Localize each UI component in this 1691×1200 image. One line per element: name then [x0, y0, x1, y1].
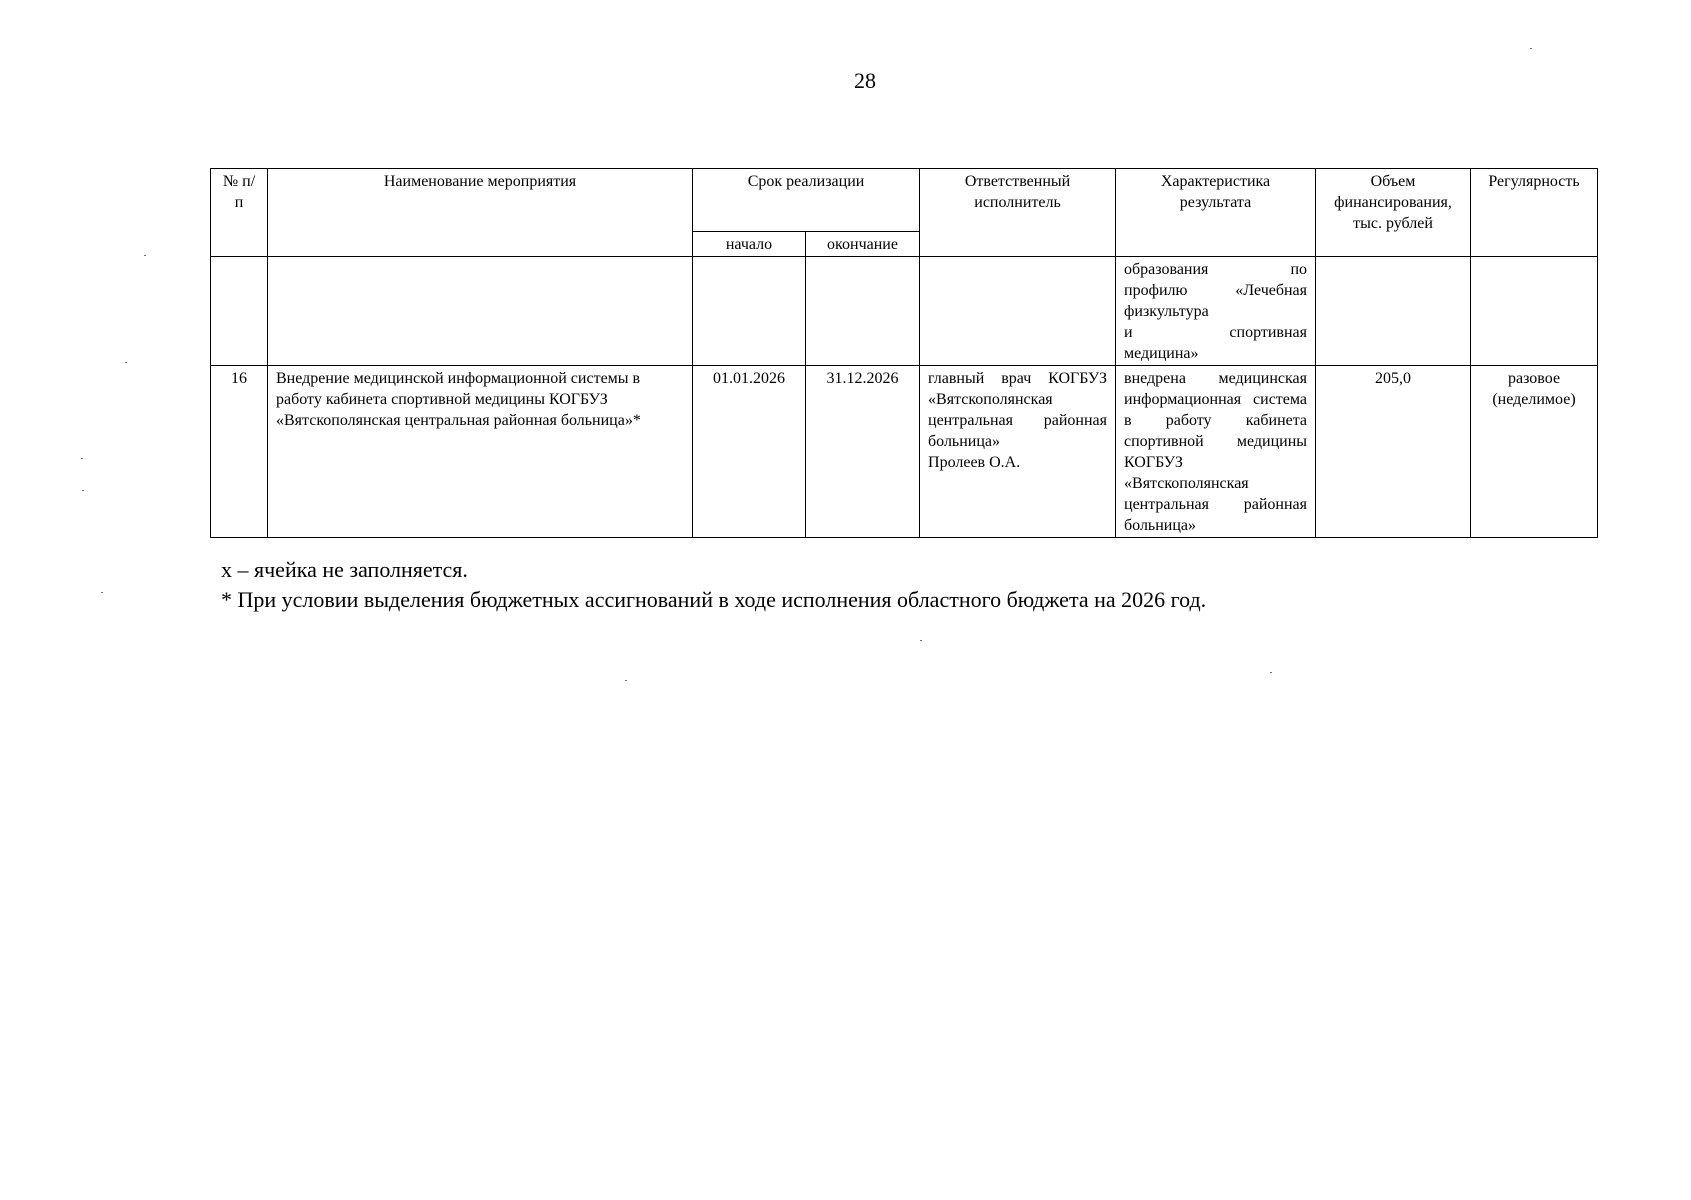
result-line: профилю «Лечебная [1124, 282, 1308, 299]
footnote-empty-cell: х – ячейка не заполняется. [221, 557, 468, 582]
result-line: медицина» [1124, 345, 1199, 362]
scan-speck [1270, 672, 1272, 673]
responsible-person: Пролеев О.А. [928, 454, 1021, 471]
table-header [211, 169, 1598, 257]
scan-speck [82, 490, 84, 491]
scan-speck [920, 640, 922, 641]
cell-start [693, 257, 806, 366]
result-line: и спортивная [1124, 324, 1308, 341]
cell-end: 31.12.2026 [806, 366, 920, 538]
scan-speck [1530, 48, 1532, 49]
footnote-budget-condition: * При условии выделения бюджетных ассигнований в ходе исполнения областного бюджета на 2026 год. [221, 587, 1207, 612]
cell-responsible [920, 257, 1116, 366]
cell-end [806, 257, 920, 366]
cell-funding: 205,0 [1316, 366, 1471, 538]
cell-result [1116, 257, 1316, 366]
cell-result: внедрена медицинская информационная система в работу кабинета спортивной медицины КОГБУЗ «Вятскополянская центральная районная больница» [1116, 366, 1316, 538]
cell-name: Внедрение медицинской информационной системы в работу кабинета спортивной медицины КОГБУЗ «Вятскополянская центральная районная больница»* [268, 366, 693, 538]
cell-funding [1316, 257, 1471, 366]
footnotes [221, 555, 1206, 615]
scan-speck [144, 255, 146, 256]
table-row-continuation [211, 257, 1598, 366]
header-number: № п/п [211, 169, 268, 257]
scan-speck [101, 592, 103, 593]
header-period-end: окончание [806, 232, 920, 257]
header-funding: Объем финансирования, тыс. рублей [1316, 169, 1471, 257]
result-line: физкультура [1124, 303, 1209, 320]
header-row [211, 169, 1598, 232]
header-period-start: начало [693, 232, 806, 257]
result-line: образования по [1124, 261, 1308, 278]
scan-speck [625, 680, 627, 681]
scan-speck [81, 458, 83, 459]
cell-regularity [1471, 257, 1598, 366]
header-result: Характеристика результата [1116, 169, 1316, 257]
responsible-org: главный врач КОГБУЗ «Вятскополянская центральная районная больница» [928, 370, 1108, 450]
header-regularity: Регулярность [1471, 169, 1598, 257]
table-row-16 [211, 366, 1598, 538]
header-period: Срок реализации [693, 169, 920, 232]
cell-name [268, 257, 693, 366]
cell-regularity: разовое (неделимое) [1471, 366, 1598, 538]
activities-table [210, 168, 1598, 538]
header-activity-name: Наименование мероприятия [268, 169, 693, 257]
page-number: 28 [854, 68, 876, 93]
cell-number [211, 257, 268, 366]
cell-responsible [920, 366, 1116, 538]
cell-start: 01.01.2026 [693, 366, 806, 538]
scan-speck [125, 362, 127, 363]
cell-number: 16 [211, 366, 268, 538]
header-responsible: Ответственный исполнитель [920, 169, 1116, 257]
